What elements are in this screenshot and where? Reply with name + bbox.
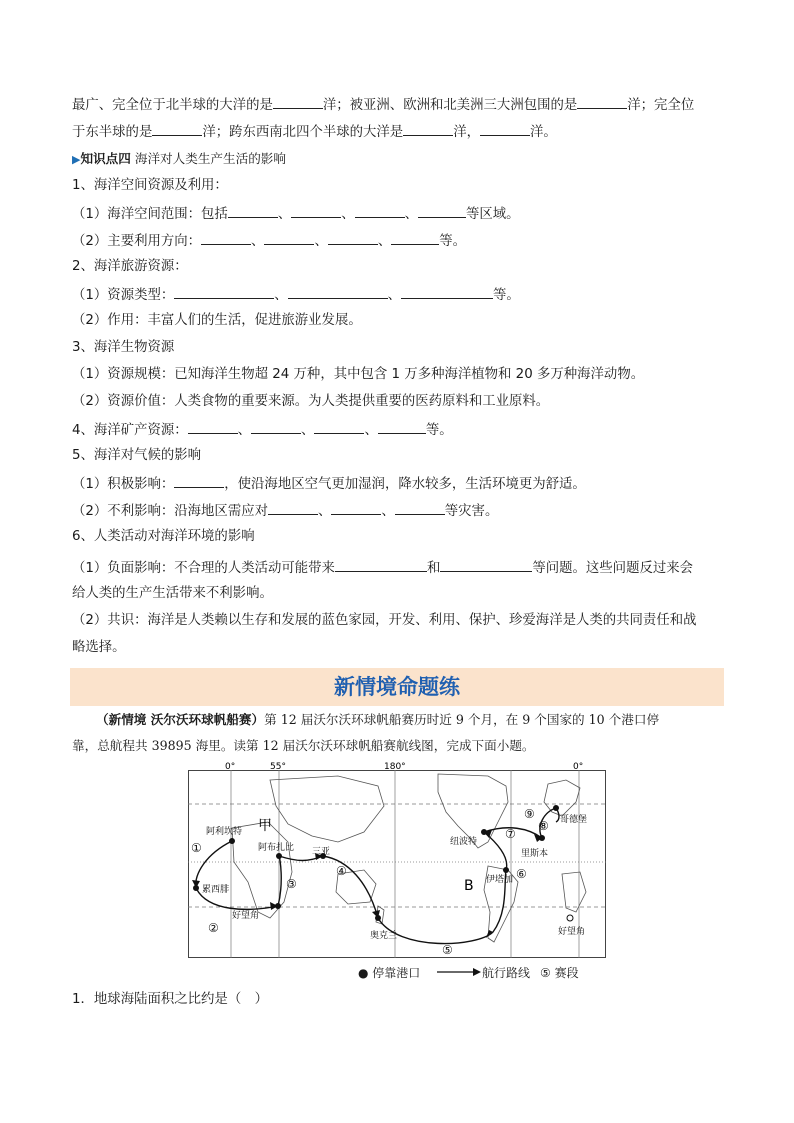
answer-blank[interactable] — [152, 121, 202, 136]
leg-label: ④ — [336, 864, 347, 878]
section-5-heading — [72, 446, 201, 466]
text: 等灾害。 — [444, 504, 499, 519]
port-newport — [481, 829, 487, 835]
text: （1）海洋空间范围：包括 — [72, 207, 228, 222]
text: 和 — [426, 561, 441, 576]
ocean-question-line-1 — [72, 94, 694, 116]
answer-blank[interactable] — [480, 121, 530, 136]
leg-label: ⑤ — [442, 943, 453, 957]
port-gothenburg — [553, 805, 559, 811]
port-label: 阿布扎比 — [258, 843, 295, 853]
text: 、 — [274, 288, 288, 303]
port-cape-town-1 — [275, 903, 281, 909]
section-6-2-cont — [72, 638, 126, 658]
section-1-heading — [72, 176, 228, 196]
text: （1）资源类型： — [72, 288, 175, 303]
text: ，使沿海地区空气更加湿润，降水较多，生活环境更为舒适。 — [224, 477, 586, 492]
port-abu-dhabi — [276, 853, 282, 859]
leg-label: ③ — [286, 877, 297, 891]
text: （1）负面影响：不合理的人类活动可能带来 — [72, 561, 335, 576]
context-tag: （新情境 沃尔沃环球帆船赛） — [96, 712, 265, 727]
section-2-2 — [72, 311, 362, 331]
longitude-label: 180° — [384, 762, 406, 772]
answer-blank[interactable] — [291, 203, 341, 218]
answer-blank[interactable] — [401, 284, 493, 299]
banner-title: 新情境命题练 — [334, 675, 460, 699]
section-5-1 — [72, 473, 586, 495]
answer-blank[interactable] — [201, 230, 251, 245]
knowledge-point-label: 知识点四 — [80, 151, 131, 166]
port-label: 伊塔加 — [486, 875, 514, 885]
port-label: 累西腓 — [202, 885, 230, 895]
text: 1、海洋空间资源及利用： — [72, 178, 228, 193]
legend-route: 航行路线 — [482, 966, 531, 980]
text: （2）主要利用方向： — [72, 234, 202, 249]
section-6-1-cont — [72, 584, 273, 604]
text: （1）资源规模：已知海洋生物超 24 万种，其中包含 1 万多种海洋植物和 20 多万种海洋动物。 — [72, 367, 645, 382]
section-banner — [70, 668, 724, 706]
legend-arrow-icon — [437, 966, 481, 978]
answer-blank[interactable] — [391, 230, 439, 245]
text: 4、海洋矿产资源： — [72, 423, 188, 438]
answer-blank[interactable] — [288, 284, 388, 299]
text: 、 — [341, 207, 355, 222]
port-label: 三亚 — [312, 847, 331, 857]
text: 、 — [237, 423, 252, 438]
sailing-route-map — [188, 762, 606, 958]
answer-blank[interactable] — [440, 557, 532, 572]
section-1-1 — [72, 203, 520, 225]
text: 洋， — [453, 125, 480, 140]
leg-label: ⑥ — [516, 867, 527, 881]
text: 等问题。这些问题反过来会 — [532, 561, 694, 576]
text: 2、海洋旅游资源： — [72, 259, 188, 274]
knowledge-point-heading — [72, 149, 286, 170]
section-1-2 — [72, 230, 466, 252]
port-label: 阿利坎特 — [206, 827, 243, 837]
section-6-1 — [72, 557, 693, 579]
answer-blank[interactable] — [577, 94, 627, 109]
leg-label: ⑧ — [538, 819, 549, 833]
leg-label: ⑨ — [524, 807, 535, 821]
answer-blank[interactable] — [174, 473, 224, 488]
answer-blank[interactable] — [228, 203, 278, 218]
answer-blank[interactable] — [335, 557, 427, 572]
longitude-label: 55° — [270, 762, 286, 772]
text: 洋；完全位 — [627, 98, 695, 113]
context-intro-line-2 — [72, 736, 535, 756]
text: 洋；被亚洲、欧洲和北美洲三大洲包围的是 — [322, 98, 578, 113]
text: （2）共识：海洋是人类赖以生存和发展的蓝色家园，开发、利用、保护、珍爱海洋是人类的共同责任和战 — [72, 613, 697, 628]
answer-blank[interactable] — [395, 500, 445, 515]
text: 、 — [318, 504, 332, 519]
answer-blank[interactable] — [314, 419, 364, 434]
port-recife — [193, 885, 199, 891]
section-6-2 — [72, 611, 697, 631]
section-3-2 — [72, 392, 549, 412]
text: 、 — [387, 288, 402, 303]
text: 、 — [277, 207, 292, 222]
answer-blank[interactable] — [403, 121, 453, 136]
answer-blank[interactable] — [328, 230, 378, 245]
port-alicante — [229, 838, 235, 844]
text: 等区域。 — [466, 207, 520, 222]
text: （1）积极影响： — [72, 477, 175, 492]
port-label: 奥克兰 — [370, 931, 398, 941]
section-3-1 — [72, 365, 644, 385]
section-5-2 — [72, 500, 498, 522]
port-cape-town-2 — [567, 915, 573, 921]
port-label: 里斯本 — [521, 849, 549, 859]
longitude-label: 0° — [573, 762, 584, 772]
text: （2）作用：丰富人们的生活，促进旅游业发展。 — [72, 313, 362, 328]
triangle-marker-icon: ▶ — [72, 153, 81, 166]
leg-label: ① — [191, 841, 202, 855]
text: 6、人类活动对海洋环境的影响 — [72, 529, 255, 544]
port-label: 哥德堡 — [560, 815, 588, 825]
ocean-question-line-2 — [72, 121, 557, 143]
answer-blank[interactable] — [268, 500, 318, 515]
text: 略选择。 — [72, 640, 126, 655]
text: 等。 — [493, 288, 520, 303]
port-label: 纽波特 — [450, 837, 478, 847]
answer-blank[interactable] — [251, 419, 301, 434]
text: 靠，总航程共 39895 海里。读第 12 届沃尔沃环球帆船赛航线图，完成下面小题。 — [72, 738, 535, 753]
point-label-b: B — [464, 878, 474, 894]
context-intro-line-1 — [96, 710, 659, 730]
port-auckland — [375, 915, 381, 921]
text: 、 — [381, 504, 395, 519]
question-text: 1．地球海陆面积之比约是（ ） — [72, 992, 268, 1007]
section-6-heading — [72, 527, 255, 547]
text: 、 — [364, 423, 378, 438]
section-2-heading — [72, 257, 188, 277]
answer-blank[interactable] — [418, 203, 466, 218]
text: 于东半球的是 — [72, 125, 153, 140]
answer-blank[interactable] — [355, 203, 405, 218]
region-label-jia: 甲 — [258, 818, 272, 834]
port-label: 好望角 — [232, 911, 260, 921]
answer-blank[interactable] — [174, 284, 274, 299]
port-label: 好望角 — [558, 927, 586, 937]
section-3-heading — [72, 338, 174, 358]
text: （2）资源价值：人类食物的重要来源。为人类提供重要的医药原料和工业原料。 — [72, 394, 550, 409]
answer-blank[interactable] — [331, 500, 381, 515]
port-lisbon — [539, 835, 545, 841]
knowledge-point-title: 海洋对人类生产生活的影响 — [134, 151, 286, 166]
text: 、 — [301, 423, 315, 438]
text: 、 — [314, 234, 328, 249]
map-legend-port — [358, 964, 420, 981]
longitude-label: 0° — [225, 762, 236, 772]
map-legend-leg — [540, 964, 579, 981]
text: 等。 — [439, 234, 466, 249]
question-1 — [72, 990, 268, 1010]
text: 洋。 — [529, 125, 557, 140]
leg-label: ⑦ — [505, 827, 516, 841]
leg-label: ② — [208, 921, 219, 935]
legend-leg: ⑤ 赛段 — [540, 966, 579, 980]
text: 给人类的生产生活带来不利影响。 — [72, 586, 273, 601]
text: 最广、完全位于北半球的大洋的是 — [72, 98, 273, 113]
port-itajai — [503, 867, 509, 873]
text: 3、海洋生物资源 — [72, 340, 175, 355]
text: 洋；跨东西南北四个半球的大洋是 — [202, 125, 404, 140]
text: 、 — [251, 234, 265, 249]
answer-blank[interactable] — [378, 419, 426, 434]
answer-blank[interactable] — [188, 419, 238, 434]
section-2-1 — [72, 284, 520, 306]
answer-blank[interactable] — [273, 94, 323, 109]
legend-port: ● 停靠港口 — [358, 966, 421, 980]
text: 、 — [404, 207, 418, 222]
text: 等。 — [425, 423, 453, 438]
text: （2）不利影响：沿海地区需应对 — [72, 504, 268, 519]
text: 5、海洋对气候的影响 — [72, 448, 202, 463]
answer-blank[interactable] — [264, 230, 314, 245]
text: 、 — [377, 234, 392, 249]
map-frame — [189, 771, 606, 958]
text: 第 12 届沃尔沃环球帆船赛历时近 9 个月，在 9 个国家的 10 个港口停 — [264, 712, 660, 727]
section-4 — [72, 419, 453, 441]
map-legend-route — [482, 964, 530, 981]
